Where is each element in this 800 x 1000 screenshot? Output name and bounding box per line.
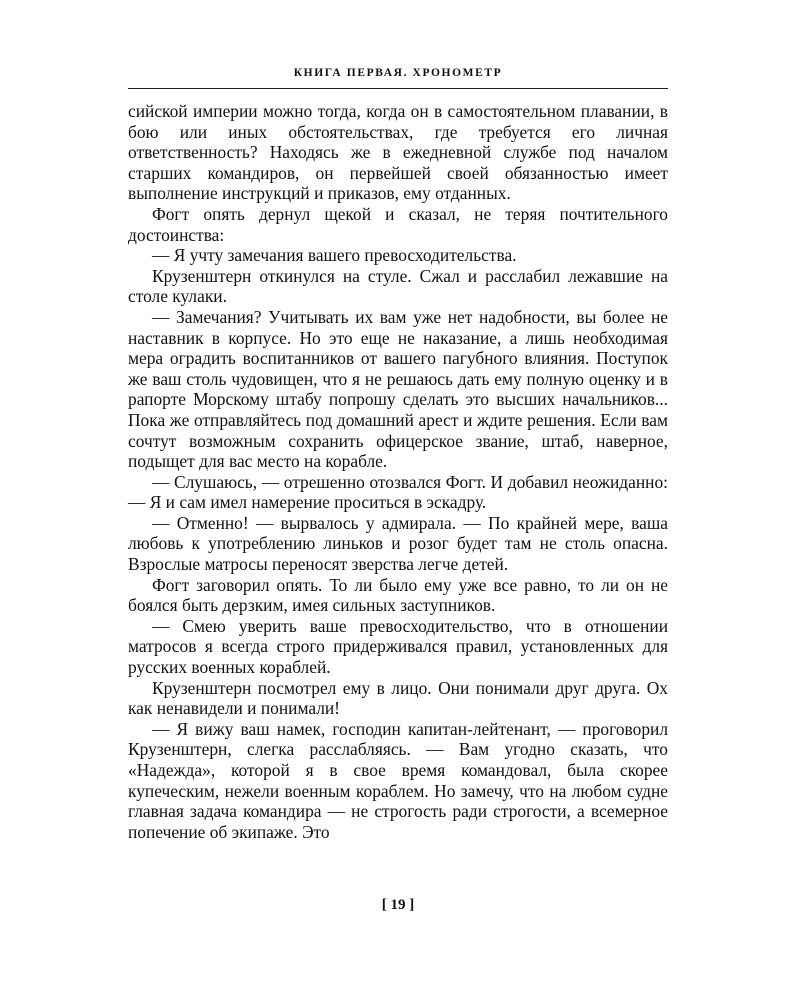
header-rule xyxy=(128,88,668,89)
paragraph: — Я вижу ваш намек, господин капитан-лейтенант, — проговорил Крузенштерн, слегка расслабляясь. — Вам угодно сказать, что «Надежда», которой я в свое время командовал, была скорее купеческим, нежели военным кораблем. Но замечу, что на любом судне главная задача командира — не строгость ради строгости, а всемерное попечение об экипаже. Это xyxy=(128,718,668,842)
paragraph: — Я учту замечания вашего превосходительства. xyxy=(152,245,517,266)
paragraph: — Отменно! — вырвалось у адмирала. — По крайней мере, ваша любовь к употреблению линьков и розог будет там не столь опасна. Взрослые матросы переносят зверства легче детей. xyxy=(128,512,668,575)
paragraph: — Замечания? Учитывать их вам уже нет надобности, вы более не наставник в корпусе. Но это еще не наказание, а лишь необходимая мера оградить воспитанников от вашего пагубного влияния. Поступок же ваш столь чудовищен, что я не решаюсь дать ему полную оценку и в рапорте Морскому штабу попрошу сделать это высших начальников... Пока же отправляйтесь под домашний арест и ждите решения. Если вам сочтут возможным сохранить офицерское звание, штаб, наверное, подыщет для вас место на корабле. xyxy=(128,306,668,472)
paragraph: — Слушаюсь, — отрешенно отозвался Фогт. И добавил неожиданно: — Я и сам имел намерение проситься в эскадру. xyxy=(128,471,668,513)
body-text xyxy=(128,101,668,842)
paragraph: Фогт заговорил опять. То ли было ему уже все равно, то ли он не боялся быть дерзким, имея сильных заступников. xyxy=(128,574,668,616)
book-page xyxy=(128,0,668,1000)
running-header: КНИГА ПЕРВАЯ. ХРОНОМЕТР xyxy=(293,67,503,79)
paragraph: Фогт опять дернул щекой и сказал, не теряя почтительного достоинства: xyxy=(128,203,668,245)
paragraph: сийской империи можно тогда, когда он в самостоятельном плавании, в бою или иных обстоятельствах, где требуется его личная ответственность? Находясь же в ежедневной службе под началом старших командиров, он первейшей своей обязанностью имеет выполнение инструкций и приказов, ему отданных. xyxy=(128,101,668,204)
paragraph: Крузенштерн откинулся на стуле. Сжал и расслабил лежавшие на столе кулаки. xyxy=(128,265,668,307)
paragraph: — Смею уверить ваше превосходительство, что в отношении матросов я всегда строго придерживался правил, установленных для русских военных кораблей. xyxy=(128,615,668,678)
page-number: [ 19 ] xyxy=(381,897,415,913)
paragraph: Крузенштерн посмотрел ему в лицо. Они понимали друг друга. Ох как ненавидели и понимали! xyxy=(128,677,668,719)
